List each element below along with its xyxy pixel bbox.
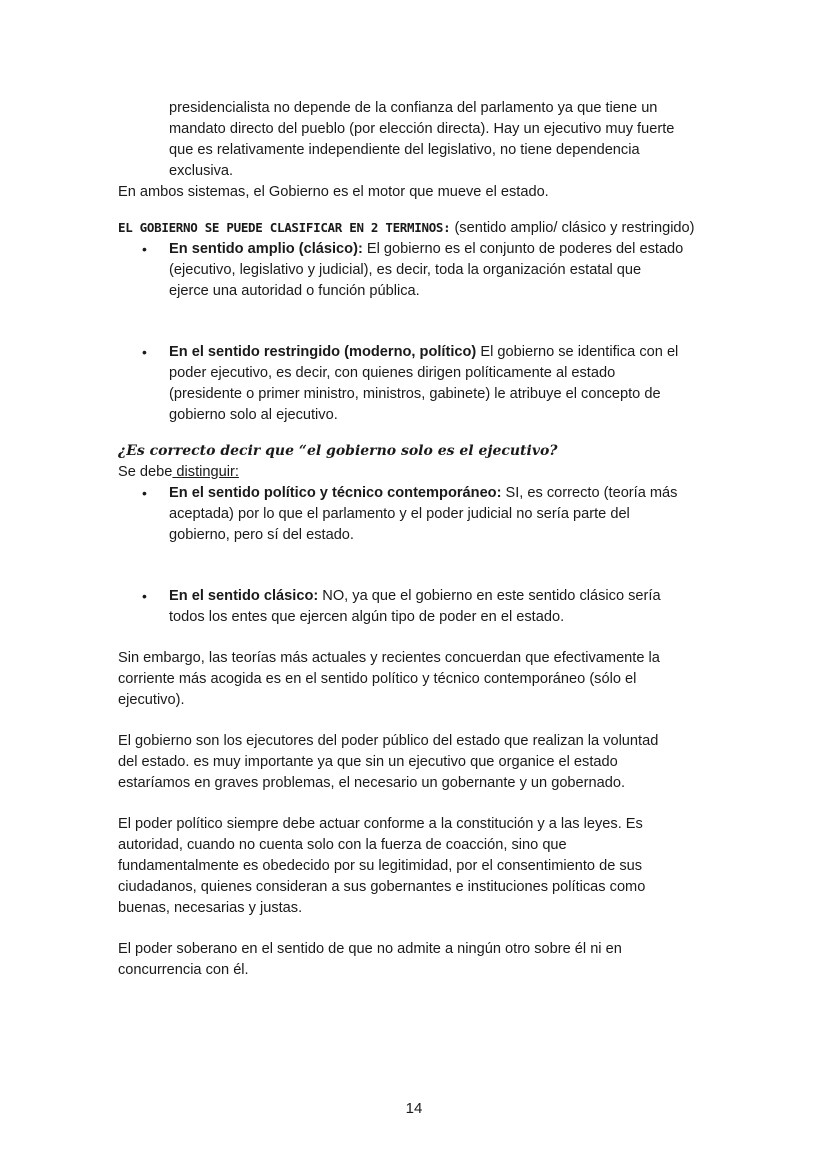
paragraph-line: corriente más acogida es en el sentido político y técnico contemporáneo (sólo el: [118, 671, 637, 687]
item-text: El gobierno se identifica con el: [476, 344, 679, 360]
item-bold-label: En el sentido clásico:: [169, 588, 319, 604]
paragraph-line: ciudadanos, quienes consideran a sus gobernantes e instituciones políticas como: [118, 879, 646, 895]
classification-list: [118, 239, 718, 302]
question-lead: [118, 462, 718, 483]
body-paragraph: [118, 814, 718, 919]
item-bold-label: En el sentido restringido (moderno, político): [169, 344, 477, 360]
question-heading: ¿Es correcto decir que “el gobierno solo es el ejecutivo?: [118, 443, 558, 459]
paragraph-line: El gobierno son los ejecutores del poder público del estado que realizan la voluntad: [118, 733, 659, 749]
paragraph-line: El poder soberano en el sentido de que no admite a ningún otro sobre él ni en: [118, 941, 622, 957]
classification-heading: [118, 217, 718, 239]
item-bold-label: En sentido amplio (clásico):: [169, 241, 363, 257]
item-bold-label: En el sentido político y técnico contemporáneo:: [169, 485, 502, 501]
question-list: [118, 586, 718, 628]
item-text: poder ejecutivo, es decir, con quienes dirigen políticamente al estado: [169, 365, 616, 381]
bullet-icon: •: [142, 485, 147, 501]
paragraph-line: buenas, necesarias y justas.: [118, 900, 303, 916]
item-text: (ejecutivo, legislativo y judicial), es decir, toda la organización estatal que: [169, 262, 642, 278]
item-text: todos los entes que ejercen algún tipo de poder en el estado.: [169, 609, 565, 625]
document-page: [118, 98, 718, 981]
list-item: [118, 239, 718, 302]
item-text: aceptada) por lo que el parlamento y el poder judicial no sería parte del: [169, 506, 630, 522]
paragraph-line: estaríamos en graves problemas, el necesario un gobernante y un gobernado.: [118, 775, 626, 791]
spacer: [118, 546, 718, 586]
question-lead-prefix: Se debe: [118, 464, 173, 480]
intro-line: mandato directo del pueblo (por elección directa). Hay un ejecutivo muy fuerte: [169, 121, 675, 137]
intro-line: exclusiva.: [169, 163, 234, 179]
paragraph-line: del estado. es muy importante ya que sin un ejecutivo que organice el estado: [118, 754, 618, 770]
item-text: (presidente o primer ministro, ministros, gabinete) le atribuye el concepto de: [169, 386, 661, 402]
bullet-icon: •: [142, 344, 147, 360]
item-text: gobierno, pero sí del estado.: [169, 527, 354, 543]
paragraph-line: concurrencia con él.: [118, 962, 249, 978]
spacer: [118, 711, 718, 731]
item-text: NO, ya que el gobierno en este sentido clásico sería: [318, 588, 661, 604]
question-lead-underlined: distinguir:: [172, 464, 239, 480]
item-text: gobierno solo al ejecutivo.: [169, 407, 338, 423]
page-number: 14: [405, 1100, 423, 1117]
paragraph-line: ejecutivo).: [118, 692, 185, 708]
intro-line: presidencialista no depende de la confianza del parlamento ya que tiene un: [169, 100, 658, 116]
body-paragraph: [118, 648, 718, 711]
spacer: [118, 919, 718, 939]
paragraph-line: Sin embargo, las teorías más actuales y recientes concuerdan que efectivamente la: [118, 650, 660, 666]
classification-list: [118, 342, 718, 426]
bullet-icon: •: [142, 241, 147, 257]
classification-title: EL GOBIERNO SE PUEDE CLASIFICAR EN 2 TERMINOS:: [118, 220, 451, 235]
intro-summary: En ambos sistemas, el Gobierno es el motor que mueve el estado.: [118, 184, 549, 200]
list-item: [118, 342, 718, 426]
item-text: El gobierno es el conjunto de poderes del estado: [362, 241, 684, 257]
paragraph-line: fundamentalmente es obedecido por su legitimidad, por el consentimiento de sus: [118, 858, 643, 874]
spacer: [118, 628, 718, 648]
intro-line: que es relativamente independiente del legislativo, no tiene dependencia: [169, 142, 640, 158]
body-paragraph: [118, 731, 718, 794]
item-text: SI, es correcto (teoría más: [501, 485, 678, 501]
classification-subtitle: (sentido amplio/ clásico y restringido): [450, 220, 695, 236]
bullet-icon: •: [142, 588, 147, 604]
spacer: [118, 794, 718, 814]
item-text: ejerce una autoridad o función pública.: [169, 283, 420, 299]
question-list: [118, 483, 718, 546]
body-paragraph: [118, 939, 718, 981]
paragraph-line: autoridad, cuando no cuenta solo con la fuerza de coacción, sino que: [118, 837, 567, 853]
spacer: [118, 302, 718, 342]
list-item: [118, 586, 718, 628]
paragraph-line: El poder político siempre debe actuar conforme a la constitución y a las leyes. Es: [118, 816, 643, 832]
list-item: [118, 483, 718, 546]
